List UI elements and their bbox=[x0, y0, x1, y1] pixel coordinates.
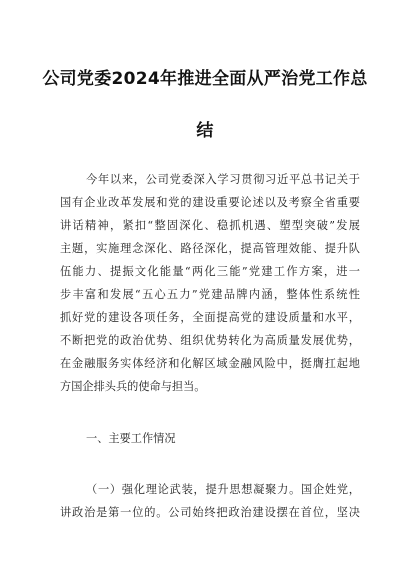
paragraph-1-line-3: 讲话精神，紧扣“整固深化、稳抓机遇、塑型突破”发展 bbox=[60, 219, 360, 232]
paragraph-2-line-1: （一）强化理论武装，提升思想凝聚力。国企姓党， bbox=[86, 483, 360, 496]
paragraph-1-line-4: 主题，实施理念深化、路径深化，提高管理效能、提升队 bbox=[60, 242, 360, 255]
section-heading: 一、主要工作情况 bbox=[86, 432, 176, 445]
paragraph-1-line-1: 今年以来，公司党委深入学习贯彻习近平总书记关于 bbox=[86, 173, 360, 186]
document-title-line-2: 结 bbox=[196, 121, 214, 141]
paragraph-1-line-6: 步丰富和发展“五心五力”党建品牌内涵，整体性系统性 bbox=[60, 288, 360, 301]
paragraph-1-line-5: 伍能力、提振文化能量“两化三能”党建工作方案，进一 bbox=[60, 265, 360, 278]
paragraph-1-line-7: 抓好党的建设各项任务，全面提高党的建设质量和水平， bbox=[60, 311, 360, 324]
document-title-line-1: 公司党委2024年推进全面从严治党工作总 bbox=[42, 69, 368, 89]
paragraph-1-line-8: 不断把党的政治优势、组织优势转化为高质量发展优势， bbox=[60, 334, 360, 347]
paragraph-2-line-2: 讲政治是第一位的。公司始终把政治建设摆在首位，坚决 bbox=[60, 506, 360, 519]
paragraph-1-line-10: 方国企排头兵的使命与担当。 bbox=[60, 380, 206, 393]
paragraph-1-line-9: 在金融服务实体经济和化解区域金融风险中，挺膺扛起地 bbox=[60, 357, 360, 370]
paragraph-1-line-2: 国有企业改革发展和党的建设重要论述以及考察全省重要 bbox=[60, 196, 360, 209]
